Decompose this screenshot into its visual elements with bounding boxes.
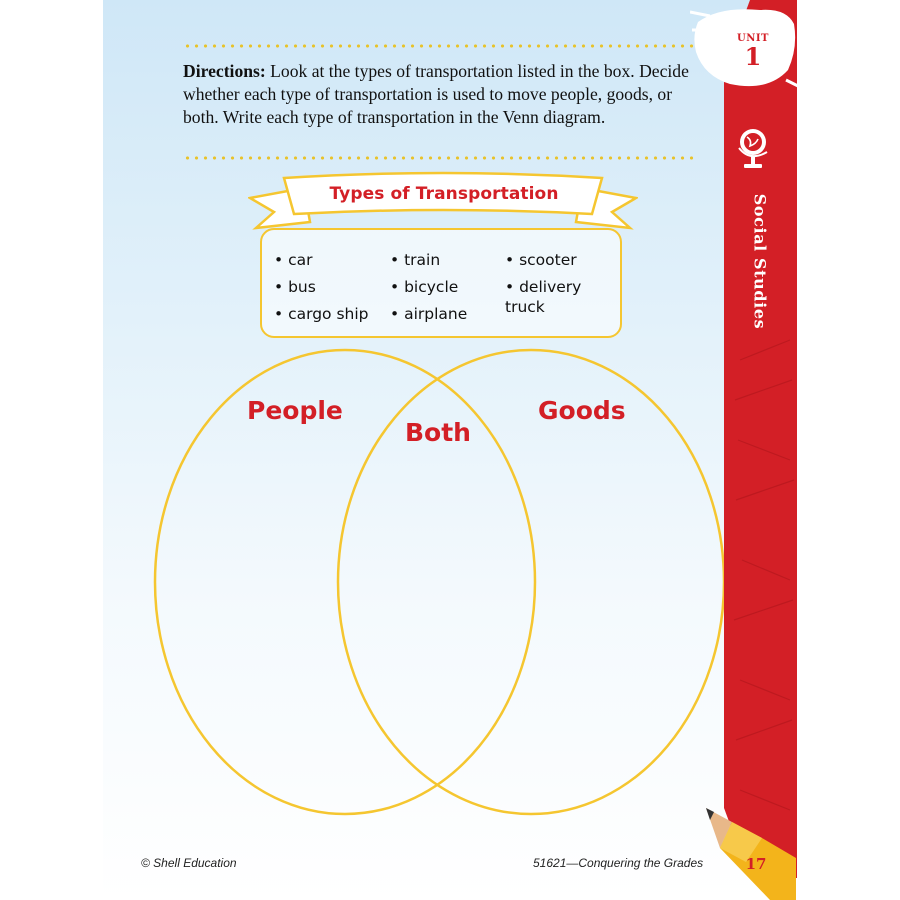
transport-item: • bus bbox=[274, 278, 316, 296]
dotted-divider-bottom bbox=[183, 156, 699, 160]
subject-label: Social Studies bbox=[750, 193, 770, 330]
directions-paragraph bbox=[183, 60, 703, 129]
transport-item: • cargo ship bbox=[274, 305, 369, 323]
venn-label-people: People bbox=[247, 396, 343, 425]
transport-item: • scooter bbox=[505, 251, 577, 269]
transport-column-3 bbox=[505, 250, 585, 316]
transport-item: • airplane bbox=[390, 305, 468, 323]
transport-item: • bicycle bbox=[390, 278, 459, 296]
transport-list-box bbox=[260, 228, 622, 338]
transport-column-2 bbox=[390, 250, 467, 331]
dotted-divider-top bbox=[183, 44, 699, 48]
unit-label: UNIT bbox=[737, 33, 769, 44]
transport-item: • train bbox=[390, 251, 441, 269]
transport-box-title: Types of Transportation bbox=[329, 184, 559, 204]
unit-number: 1 bbox=[744, 42, 762, 71]
directions-label: Directions: bbox=[183, 61, 266, 81]
directions-text: Look at the types of transportation listed in the box. Decide whether each type of transportation is used to move people, goods, or both. Write each type of transportation in the Venn diagram. bbox=[183, 61, 689, 127]
footer-book-title: 51621—Conquering the Grades bbox=[533, 856, 704, 870]
transport-column-1 bbox=[274, 250, 369, 331]
subject-side-tab bbox=[690, 0, 800, 900]
venn-label-goods: Goods bbox=[538, 396, 626, 425]
page-number: 17 bbox=[745, 855, 767, 873]
transport-item: • car bbox=[274, 251, 313, 269]
venn-circle-people bbox=[155, 350, 535, 814]
transport-item: • delivery truck bbox=[505, 278, 582, 316]
venn-circle-goods bbox=[338, 350, 724, 814]
footer-copyright: © Shell Education bbox=[141, 856, 237, 870]
venn-diagram bbox=[143, 345, 743, 825]
venn-label-both: Both bbox=[405, 418, 471, 447]
